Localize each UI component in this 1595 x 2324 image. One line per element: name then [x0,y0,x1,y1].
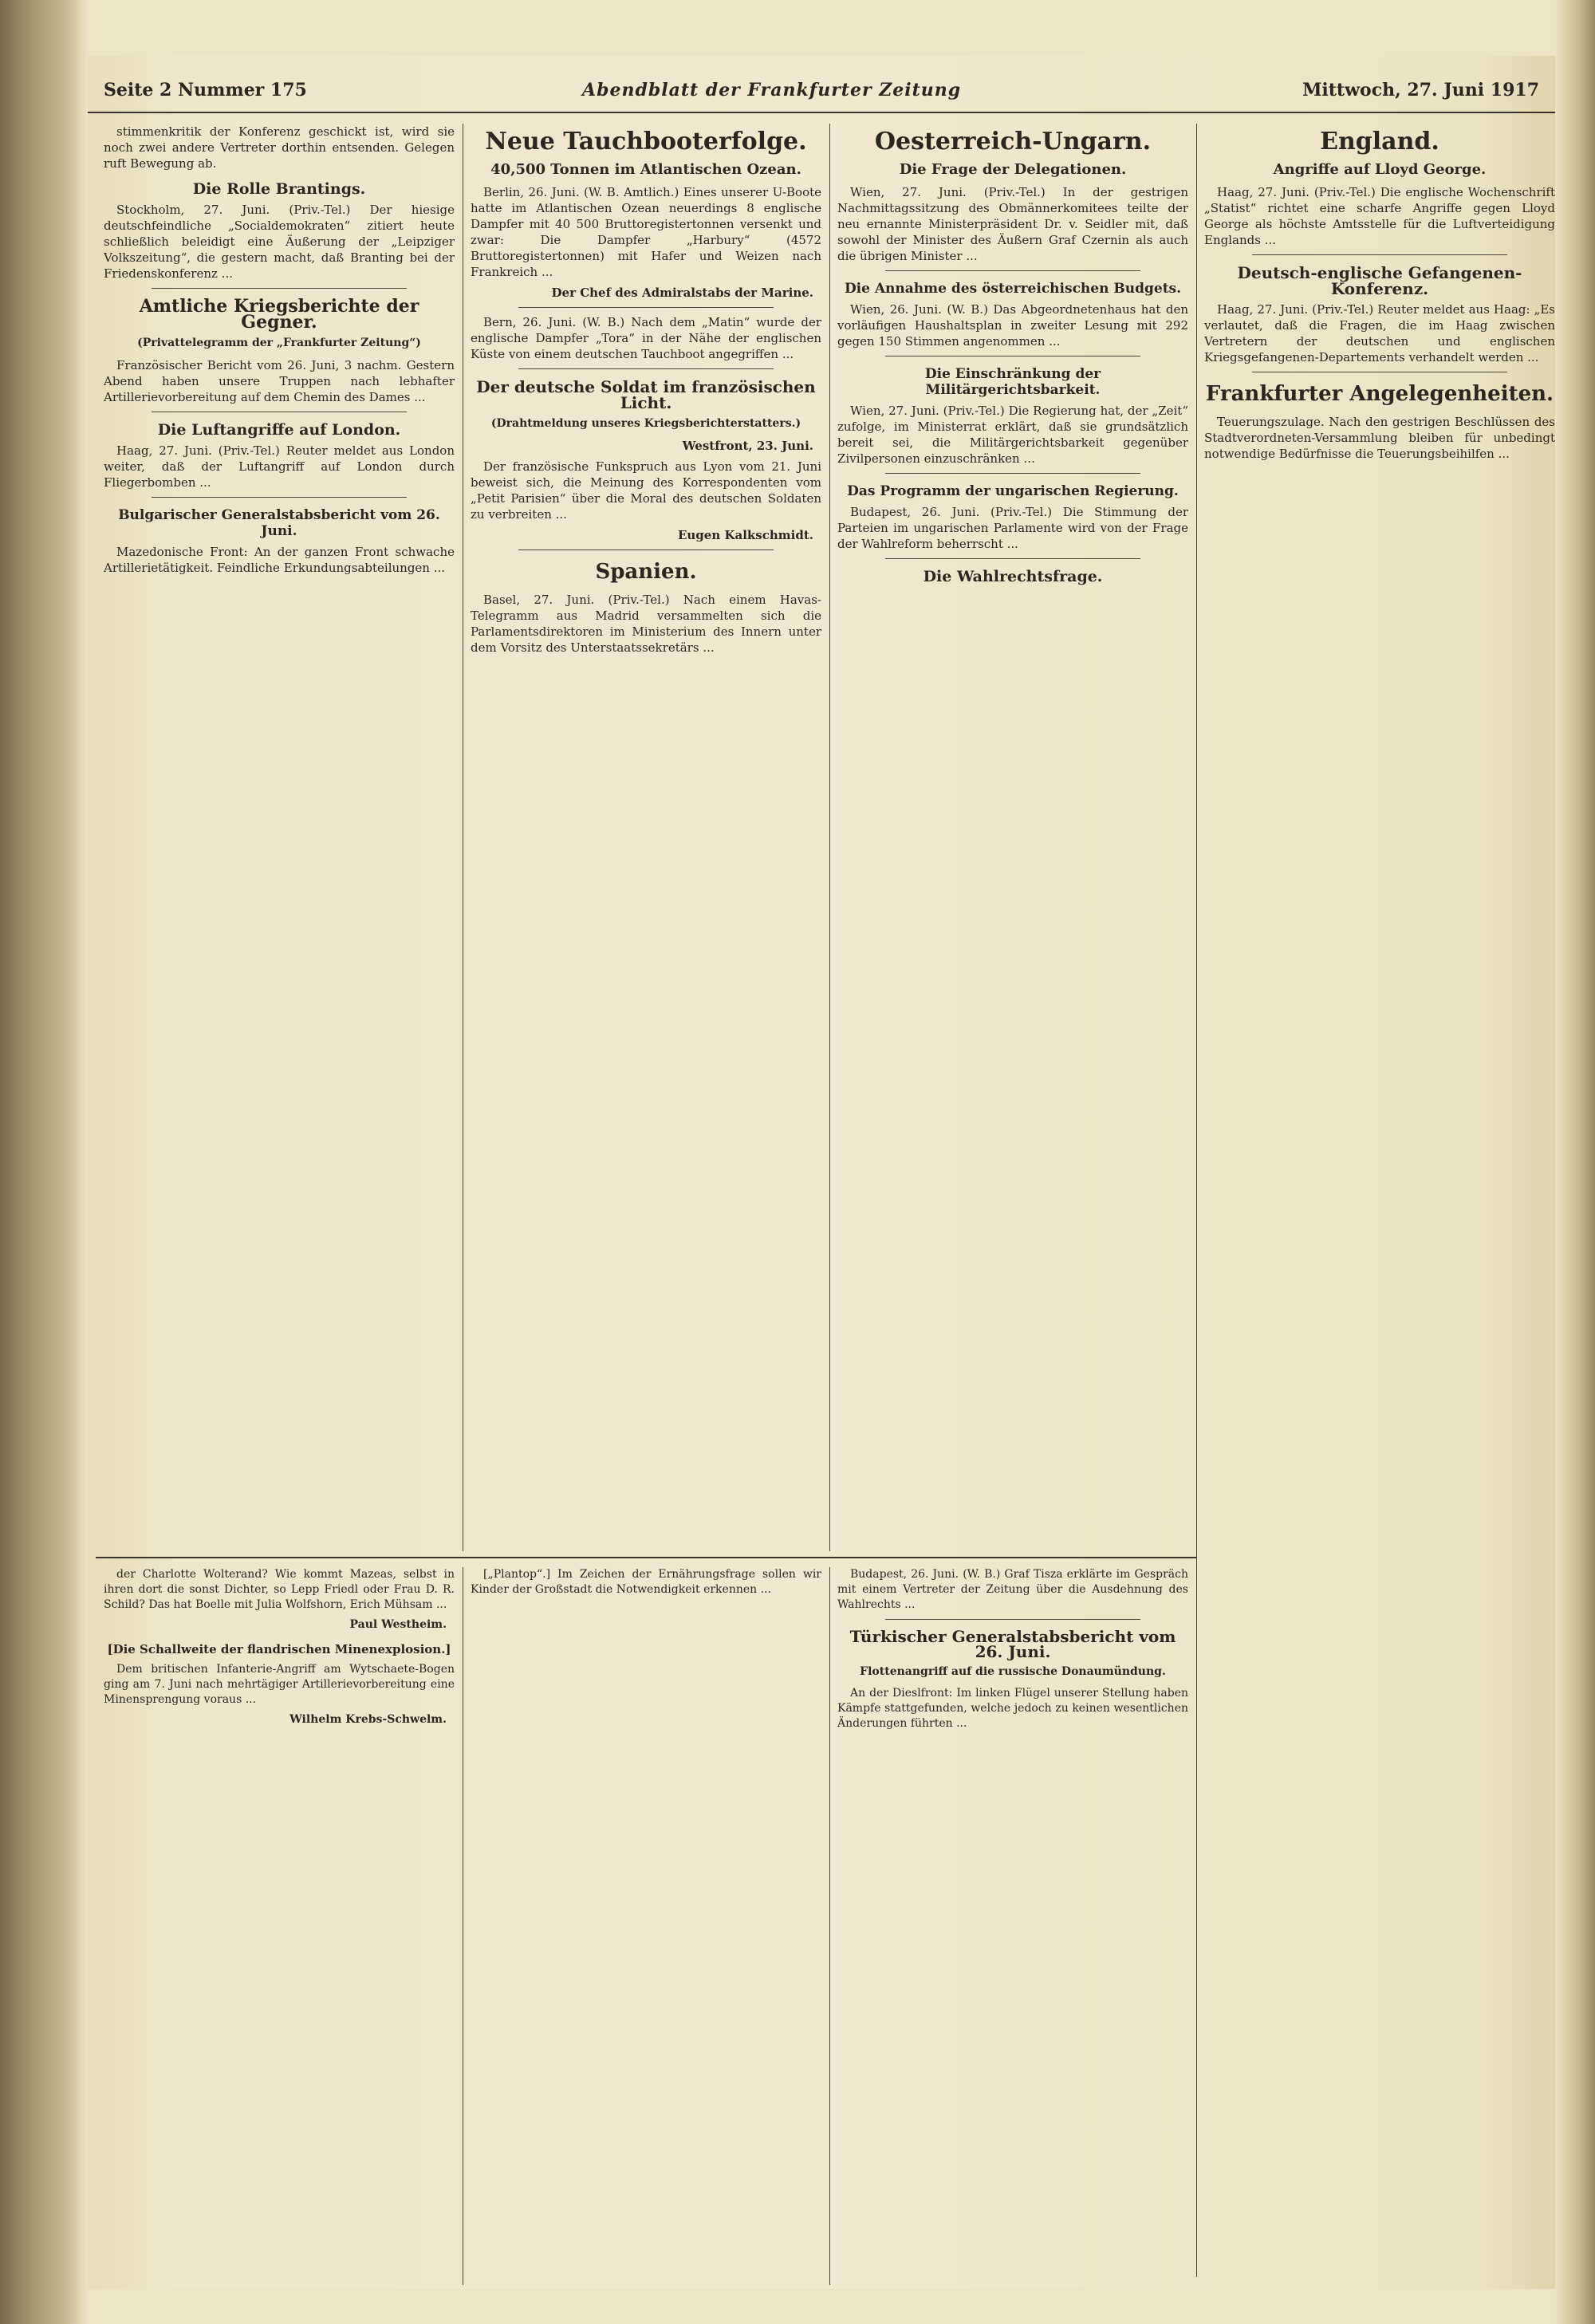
article-heading: Das Programm der ungarischen Regierung. [847,483,1179,499]
article-text: Bern, 26. Juni. (W. B.) Nach dem „Matin“ wurde der englische Dampfer „Tora“ in der Nähe der englischen Küste von einem deutschen Tauchboot angegriffen ... [471,315,821,361]
article-heading: Türkischer Generalstabsbericht vom 26. Juni. [849,1627,1176,1661]
article-heading: Bulgarischer Generalstabsbericht vom 26. Juni. [118,507,440,539]
article-headline: Frankfurter Angelegenheiten. [1205,382,1554,406]
article-text: Budapest, 26. Juni. (W. B.) Graf Tisza erklärte im Gespräch mit einem Vertreter der Zeitung über die Ausdehnung des Wahlrechts ... [837,1568,1188,1611]
article-text: stimmenkritik der Konferenz geschickt ist, wird sie noch zwei andere Vertreter dorthin entsenden. Gelegen ruft Bewegung ab. [104,124,455,171]
article-text: Französischer Bericht vom 26. Juni, 3 nachm. Gestern Abend haben unsere Truppen nach lebhafter Artillerievorbereitung auf dem Chemin des Dames ... [104,358,455,404]
article-signature: Eugen Kalkschmidt. [677,528,813,542]
newspaper-title: Abendblatt der Frankfurter Zeitung [582,80,962,100]
article-text: An der Dieslfront: Im linken Flügel unserer Stellung haben Kämpfe stattgefunden, welche jedoch zu keinen wesentlichen Änderungen führten ... [837,1687,1188,1730]
column-divider [829,124,830,1551]
article-subheading: Flottenangriff auf die russische Donaumündung. [860,1665,1166,1678]
article-headline: Spanien. [595,560,697,584]
column-4 [1204,124,1555,2277]
article-text: der Charlotte Wolterand? Wie kommt Mazeas, selbst in ihren dort die sonst Dichter, so Lepp Friedl oder Frau D. R. Schild? Das hat Boelle mit Julia Wolfshorn, Erich Mühsam ... [104,1568,455,1611]
article-text: [„Plantop“.] Im Zeichen der Ernährungsfrage sollen wir Kinder der Großstadt die Notwendigkeit erkennen ... [471,1568,821,1596]
article-subheading: 40,500 Tonnen im Atlantischen Ozean. [490,161,801,178]
article-subheading: (Privattelegramm der „Frankfurter Zeitung“) [137,337,421,349]
feuilleton-column-1 [104,1567,455,2285]
column-2 [471,124,821,1551]
article-signature: Wilhelm Krebs-Schwelm. [289,1713,447,1726]
column-divider [829,1567,830,2285]
masthead-line [88,80,1555,113]
article-heading: Die Luftangriffe auf London. [157,421,401,439]
column-divider [1196,124,1197,2277]
feuilleton-column-2 [471,1567,821,2285]
article-headline: Neue Tauchbooterfolge. [485,128,807,156]
article-heading: Der deutsche Soldat im französischen Licht. [476,377,816,412]
issue-date: Mittwoch, 27. Juni 1917 [1302,80,1539,100]
page-edge [1555,0,1595,2324]
article-text: Budapest, 26. Juni. (Priv.-Tel.) Die Stimmung der Parteien im ungarischen Parlamente wird von der Frage der Wahlreform beherrscht ... [837,505,1188,551]
article-dateline: Westfront, 23. Juni. [682,439,813,453]
article-subheading: Angriffe auf Lloyd George. [1273,161,1487,178]
article-heading: Die Wahlrechtsfrage. [923,568,1103,585]
article-signature: Der Chef des Admiralstabs der Marine. [551,286,813,300]
article-text: Teuerungszulage. Nach den gestrigen Beschlüssen des Stadtverordneten-Versammlung bleiben für unbedingt notwendige Bedürfnisse die Teuerungsbeihilfen ... [1204,415,1555,461]
article-heading: Amtliche Kriegsberichte der Gegner. [139,296,419,333]
feuilleton-column-3 [837,1567,1188,2285]
article-heading: Deutsch-englische Gefangenen-Konferenz. [1237,263,1522,298]
article-text: Stockholm, 27. Juni. (Priv.-Tel.) Der hiesige deutschfeindliche „Socialdemokraten“ zitiert heute schließlich beleidigt eine Äußerung der „Leipziger Volkszeitung“, die gestern macht, daß Branting bei der Friedenskonferenz ... [104,203,455,281]
article-text: Berlin, 26. Juni. (W. B. Amtlich.) Eines unserer U-Boote hatte im Atlantischen Ozean neuerdings 8 englische Dampfer mit 40 500 Bruttoregistertonnen versenkt und zwar: Die Dampfer „Harbury“ (4572 Bruttoregistertonnen) mit Hafer und Weizen nach Frankreich ... [471,185,821,279]
article-text: Dem britischen Infanterie-Angriff am Wytschaete-Bogen ging am 7. Juni nach mehrtägiger Artillerievorbereitung eine Minensprengung voraus ... [104,1663,455,1706]
article-text: Wien, 26. Juni. (W. B.) Das Abgeordnetenhaus hat den vorläufigen Haushaltsplan in zweiter Lesung mit 292 gegen 150 Stimmen angenommen ... [837,302,1188,349]
article-heading: Die Einschränkung der Militärgerichtsbarkeit. [924,366,1101,398]
article-text: Wien, 27. Juni. (Priv.-Tel.) Die Regierung hat, der „Zeit“ zufolge, im Ministerrat erklärt, daß sie grundsätzlich bereit sei, die Militärgerichtsbarkeit gegenüber Zivilpersonen einzuschränken ... [837,404,1188,466]
article-heading: Die Annahme des österreichischen Budgets. [844,281,1182,297]
article-text: Haag, 27. Juni. (Priv.-Tel.) Reuter meldet aus Haag: „Es verlautet, daß die Fragen, die im Haag zwischen Vertretern der deutschen und englischen Kriegsgefangenen-Departements verhandelt werden ... [1204,302,1555,364]
article-heading: Die Rolle Brantings. [192,180,366,198]
column-1 [104,124,455,1551]
article-subheading: Die Frage der Delegationen. [899,161,1127,178]
book-spine [0,0,88,2324]
article-text: Mazedonische Front: An der ganzen Front schwache Artillerietätigkeit. Feindliche Erkundungsabteilungen ... [104,545,455,575]
article-signature: Paul Westheim. [349,1618,447,1631]
article-subheading: (Drahtmeldung unseres Kriegsberichterstatters.) [490,417,801,430]
article-text: Basel, 27. Juni. (Priv.-Tel.) Nach einem Havas-Telegramm aus Madrid versammelten sich die Parlamentsdirektoren im Ministerium des Innern unter dem Vorsitz des Unterstaatssekretärs ... [471,593,821,655]
article-text: Wien, 27. Juni. (Priv.-Tel.) In der gestrigen Nachmittagssitzung des Obmännerkomitees teilte der neu ernannte Ministerpräsident Dr. v. Seidler mit, daß sowohl der Minister des Äußern Graf Czernin als auch die übrigen Minister ... [837,185,1188,263]
article-text: Haag, 27. Juni. (Priv.-Tel.) Die englische Wochenschrift „Statist“ richtet eine scharfe Angriffe gegen Lloyd George als höchste Amtsstelle für die Luftverteidigung Englands ... [1204,185,1555,247]
article-headline: Oesterreich-Ungarn. [874,128,1152,156]
article-heading: [Die Schallweite der flandrischen Minenexplosion.] [107,1642,451,1656]
feuilleton-rule [96,1557,1196,1558]
page-number: Seite 2 Nummer 175 [104,80,307,100]
newspaper-page [88,56,1555,2289]
article-headline: England. [1320,128,1439,156]
article-text: Der französische Funkspruch aus Lyon vom 21. Juni beweist sich, die Meinung des Korrespondenten vom „Petit Parisien“ über die Moral des deutschen Soldaten zu verbreiten ... [471,459,821,522]
column-3 [837,124,1188,1551]
article-text: Haag, 27. Juni. (Priv.-Tel.) Reuter meldet aus London weiter, daß der Luftangriff auf London durch Fliegerbomben ... [104,443,455,490]
